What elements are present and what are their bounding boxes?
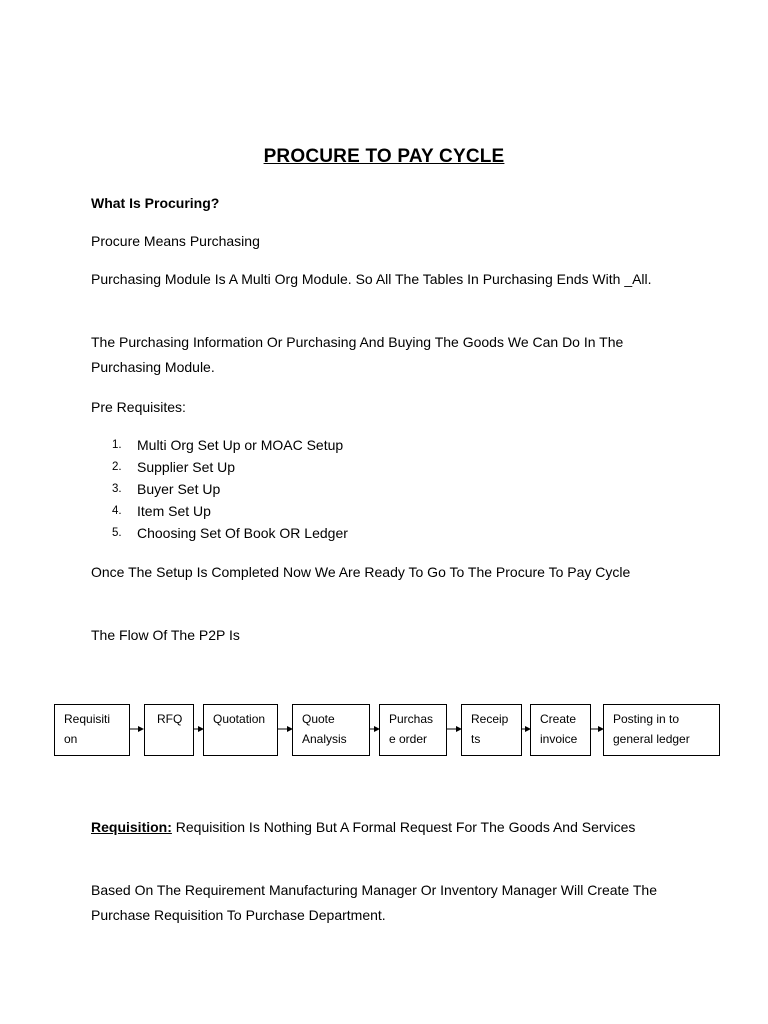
list-text: Buyer Set Up	[137, 481, 221, 497]
list-text: Supplier Set Up	[137, 459, 236, 475]
list-number: 2.	[112, 461, 122, 473]
flow-step-create-invoice	[530, 704, 591, 756]
flow-step-receipts	[461, 704, 522, 756]
flow-step-line2: general ledger	[613, 732, 690, 746]
list-number: 4.	[112, 505, 122, 517]
flow-step-line1: Requisiti	[64, 712, 111, 726]
flow-step-line1: Posting in to	[613, 712, 680, 726]
question-heading: What Is Procuring?	[91, 195, 220, 211]
paragraph-setup-complete: Once The Setup Is Completed Now We Are Ready To Go To The Procure To Pay Cycle	[91, 564, 631, 580]
flow-step-quote-analysis	[292, 704, 370, 756]
flow-step-line2: invoice	[540, 732, 578, 746]
flow-step-line2: Analysis	[302, 732, 347, 746]
requisition-definition-text: Requisition Is Nothing But A Formal Request For The Goods And Services	[171, 819, 636, 835]
list-number: 5.	[112, 527, 122, 539]
flow-step-line1: Create	[540, 712, 577, 726]
paragraph-multi-org: Purchasing Module Is A Multi Org Module. So All The Tables In Purchasing Ends With _All.	[91, 271, 652, 287]
flow-step-requisition	[54, 704, 130, 756]
list-text: Choosing Set Of Book OR Ledger	[137, 525, 348, 541]
prereq-heading: Pre Requisites:	[91, 399, 186, 415]
paragraph-requirement: Based On The Requirement Manufacturing Manager Or Inventory Manager Will Create The Purchase Requisition To Purchase Department.	[91, 882, 657, 923]
list-number: 3.	[112, 483, 122, 495]
paragraph-procure-means: Procure Means Purchasing	[91, 233, 260, 249]
paragraph-flow-intro: The Flow Of The P2P Is	[91, 627, 240, 643]
flow-step-purchase-order	[379, 704, 447, 756]
flow-step-line2: e order	[389, 732, 428, 746]
page-title: PROCURE TO PAY CYCLE	[263, 146, 505, 167]
flow-step-line1: Receip	[471, 712, 509, 726]
flow-step-line2: ts	[471, 732, 481, 746]
list-number: 1.	[112, 439, 122, 451]
flow-step-line2: on	[64, 732, 78, 746]
flow-step-line1: Quotation	[213, 712, 266, 726]
flow-step-line1: RFQ	[157, 712, 183, 726]
list-text: Item Set Up	[137, 503, 211, 519]
flow-step-line1: Purchas	[389, 712, 434, 726]
flow-step-quotation	[203, 704, 278, 756]
requisition-term: Requisition:	[91, 819, 172, 835]
list-text: Multi Org Set Up or MOAC Setup	[137, 437, 344, 453]
paragraph-requisition-definition	[91, 815, 671, 840]
flow-step-line1: Quote	[302, 712, 335, 726]
flow-step-general-ledger	[603, 704, 720, 756]
paragraph-purchasing-info: The Purchasing Information Or Purchasing And Buying The Goods We Can Do In The Purchasing Module.	[91, 334, 624, 375]
flow-step-rfq	[144, 704, 194, 756]
